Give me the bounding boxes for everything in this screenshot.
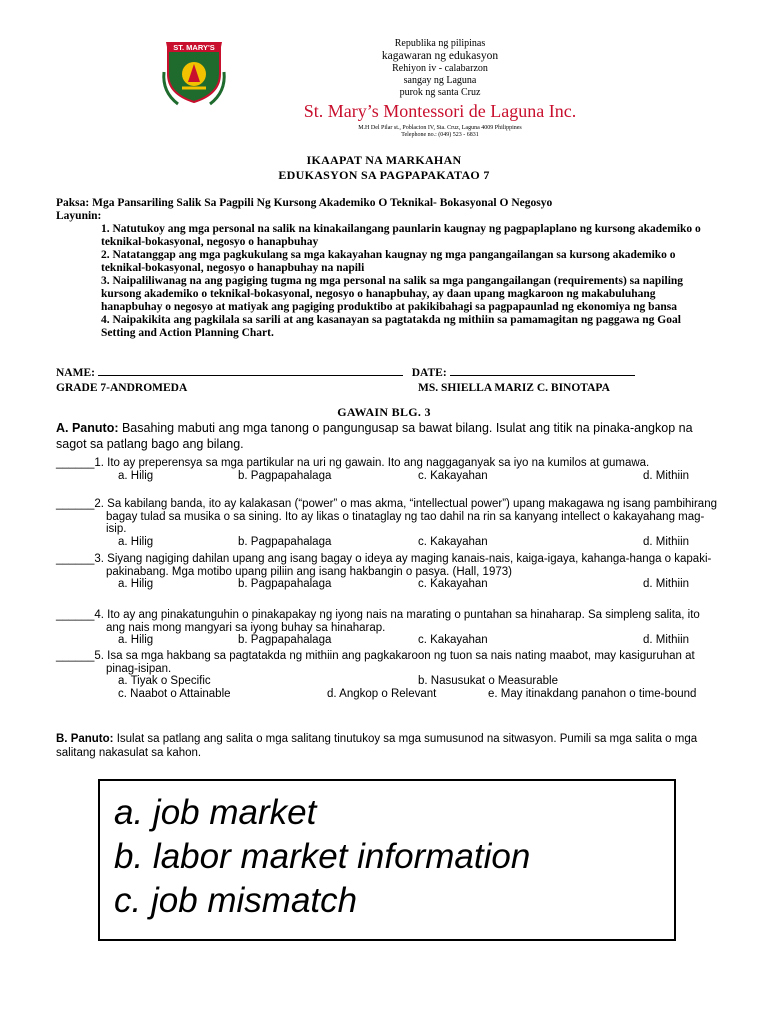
teacher-name: MS. SHIELLA MARIZ C. BINOTAPA xyxy=(418,382,610,394)
question-2 xyxy=(56,498,722,549)
box-choice: a. job market xyxy=(114,793,317,832)
paksa-line: Paksa: Mga Pansariling Salik Sa Pagpili Ng Kursong Akademiko O Teknikal- Bokasyonal O Negosyo xyxy=(56,197,553,209)
name-label: NAME: xyxy=(56,367,95,379)
subject-title: EDUKASYON SA PAGPAPAKATAO 7 xyxy=(278,168,490,182)
choice: d. Angkop o Relevant xyxy=(327,688,437,700)
choice: b. Nasusukat o Measurable xyxy=(418,675,558,687)
choice: d. Mithiin xyxy=(643,634,690,646)
layunin-label: Layunin: xyxy=(56,210,102,222)
choice: d. Mithiin xyxy=(643,469,690,482)
choice: d. Mithiin xyxy=(643,578,690,590)
part-b-instructions xyxy=(56,732,722,760)
choice: a. Tiyak o Specific xyxy=(118,675,211,687)
question-text: 1. Ito ay preperensya sa mga partikular na uri ng gawain. Ito ang naggaganyak sa iyo na kumilos at gumawa. xyxy=(94,457,650,469)
answer-blank[interactable]: ______ xyxy=(56,498,95,510)
objective-item: 3. Naipaliliwanag na ang pagiging tugma ng mga personal na salik sa mga pangangailangan (requirements) sa napiling kursong akademiko o teknikal-bokasyonal, negosyo o hanapbuhay, ay daan upang magkaroon ng makabuluhang hanapbuhay o negosyo at matiyak ang pagiging produktibo at pakikibahagi sa pagpapaunlad ng ekonomiya ng bansa xyxy=(101,275,684,313)
choice: b. Pagpapahalaga xyxy=(238,634,332,646)
department-line: kagawaran ng edukasyon xyxy=(381,50,499,62)
question-text: 5. Isa sa mga hakbang sa pagtatakda ng mithiin ang pagkakaroon ng tuon sa nais nating maabot, may kasiguruhan at pinag-isipan. xyxy=(94,650,695,675)
objective-item: 2. Natatanggap ang mga pagkukulang sa mga kakayahan kaugnay ng mga pangangailangan sa kursong akademiko o teknikal-bokasyonal, negosyo o hanapbuhay na napili xyxy=(101,249,676,274)
choice: a. Hilig xyxy=(118,578,154,590)
word-choice-box xyxy=(98,779,676,941)
choice: c. Kakayahan xyxy=(418,634,488,646)
logo-text: ST. MARY'S xyxy=(173,43,215,52)
school-header xyxy=(260,38,620,139)
choice: b. Pagpapahalaga xyxy=(238,578,332,590)
objectives-section xyxy=(56,197,716,340)
address-line: M.H Del Pilar st., Poblacion IV, Sta. Cruz, Laguna 4009 Philippines xyxy=(358,125,522,131)
choice: c. Kakayahan xyxy=(418,578,488,590)
box-choice: b. labor market information xyxy=(114,837,531,876)
date-field[interactable] xyxy=(450,375,635,376)
grade-label: GRADE 7-ANDROMEDA xyxy=(56,382,188,394)
answer-blank[interactable]: ______ xyxy=(56,457,95,469)
part-b-text: Isulat sa patlang ang salita o mga salitang tinutukoy sa mga sumusunod na sitwasyon. Pumili sa mga salita o mga salitang nakasulat sa kahon. xyxy=(56,733,698,759)
division-line: sangay ng Laguna xyxy=(403,75,477,86)
choice: d. Mithiin xyxy=(643,535,690,548)
grade-teacher-row xyxy=(56,382,716,395)
choice: b. Pagpapahalaga xyxy=(238,469,332,482)
question-1 xyxy=(56,457,722,483)
question-text: 4. Ito ay ang pinakatunguhin o pinakapakay ng iyong nais na marating o puntahan sa hinaharap. Sa simpleng salita, ito ang nais mong mangyari sa iyong buhay sa hinaharap. xyxy=(94,609,700,634)
activity-title: GAWAIN BLG. 3 xyxy=(337,405,431,419)
choice: c. Naabot o Attainable xyxy=(118,688,231,700)
choice: a. Hilig xyxy=(118,469,154,482)
answer-blank[interactable]: ______ xyxy=(56,650,95,662)
question-5 xyxy=(56,650,722,701)
answer-blank[interactable]: ______ xyxy=(56,609,95,621)
box-choice: c. job mismatch xyxy=(114,881,358,920)
school-name: St. Mary’s Montessori de Laguna Inc. xyxy=(303,101,577,121)
republic-line: Republika ng pilipinas xyxy=(394,38,486,49)
part-a-label: A. Panuto: xyxy=(56,421,119,435)
choice: a. Hilig xyxy=(118,634,154,646)
name-field[interactable] xyxy=(98,375,403,376)
question-4 xyxy=(56,609,722,647)
choice: c. Kakayahan xyxy=(418,469,488,482)
region-line: Rehiyon iv - calabarzon xyxy=(392,63,488,74)
choice: b. Pagpapahalaga xyxy=(238,535,332,548)
part-b-label: B. Panuto: xyxy=(56,733,114,745)
quarter-title: IKAAPAT NA MARKAHAN xyxy=(306,153,462,167)
school-logo xyxy=(158,38,230,110)
telephone-line: Telephone no.: (049) 523 - 6831 xyxy=(401,132,479,138)
answer-blank[interactable]: ______ xyxy=(56,553,95,565)
choice: c. Kakayahan xyxy=(418,535,488,548)
name-date-row xyxy=(56,367,716,380)
objective-item: 1. Natutukoy ang mga personal na salik na kinakailangang paunlarin kaugnay ng pagpaplaplano ng kursong akademiko o teknikal-bokasyonal, negosyo o hanapbuhay xyxy=(101,223,701,248)
part-a-text: Basahing mabuti ang mga tanong o pangungusap sa bawat bilang. Isulat ang titik na pinaka-angkop na sagot sa patlang bago ang bilang. xyxy=(56,421,693,451)
part-a-instructions xyxy=(56,420,722,452)
choice: e. May itinakdang panahon o time-bound xyxy=(488,688,697,700)
question-text: 3. Siyang nagiging dahilan upang ang isang bagay o ideya ay maging kanais-nais, kaiga-igaya, kahanga-hanga o kapaki-pakinabang. Mga motibo upang piliin ang isang hakbangin o pasya. (Hall, 1973) xyxy=(94,553,712,578)
question-text: 2. Sa kabilang banda, ito ay kalakasan (“power” o mas akma, “intellectual power”) upang makagawa ng isang pambihirang bagay tulad sa musika o sa sining. Ito ay likas o tinataglay ng tao dahil na rin sa kanyang intellect o kakayahang mag-isip. xyxy=(94,498,717,535)
district-line: purok ng santa Cruz xyxy=(399,87,481,98)
choice: a. Hilig xyxy=(118,535,154,548)
question-3 xyxy=(56,553,722,591)
date-label: DATE: xyxy=(411,367,447,379)
objective-item: 4. Naipakikita ang pagkilala sa sarili at ang kasanayan sa pagtatakda ng mithiin sa pamamagitan ng paggawa ng Goal Setting and Action Planning Chart. xyxy=(101,314,681,339)
